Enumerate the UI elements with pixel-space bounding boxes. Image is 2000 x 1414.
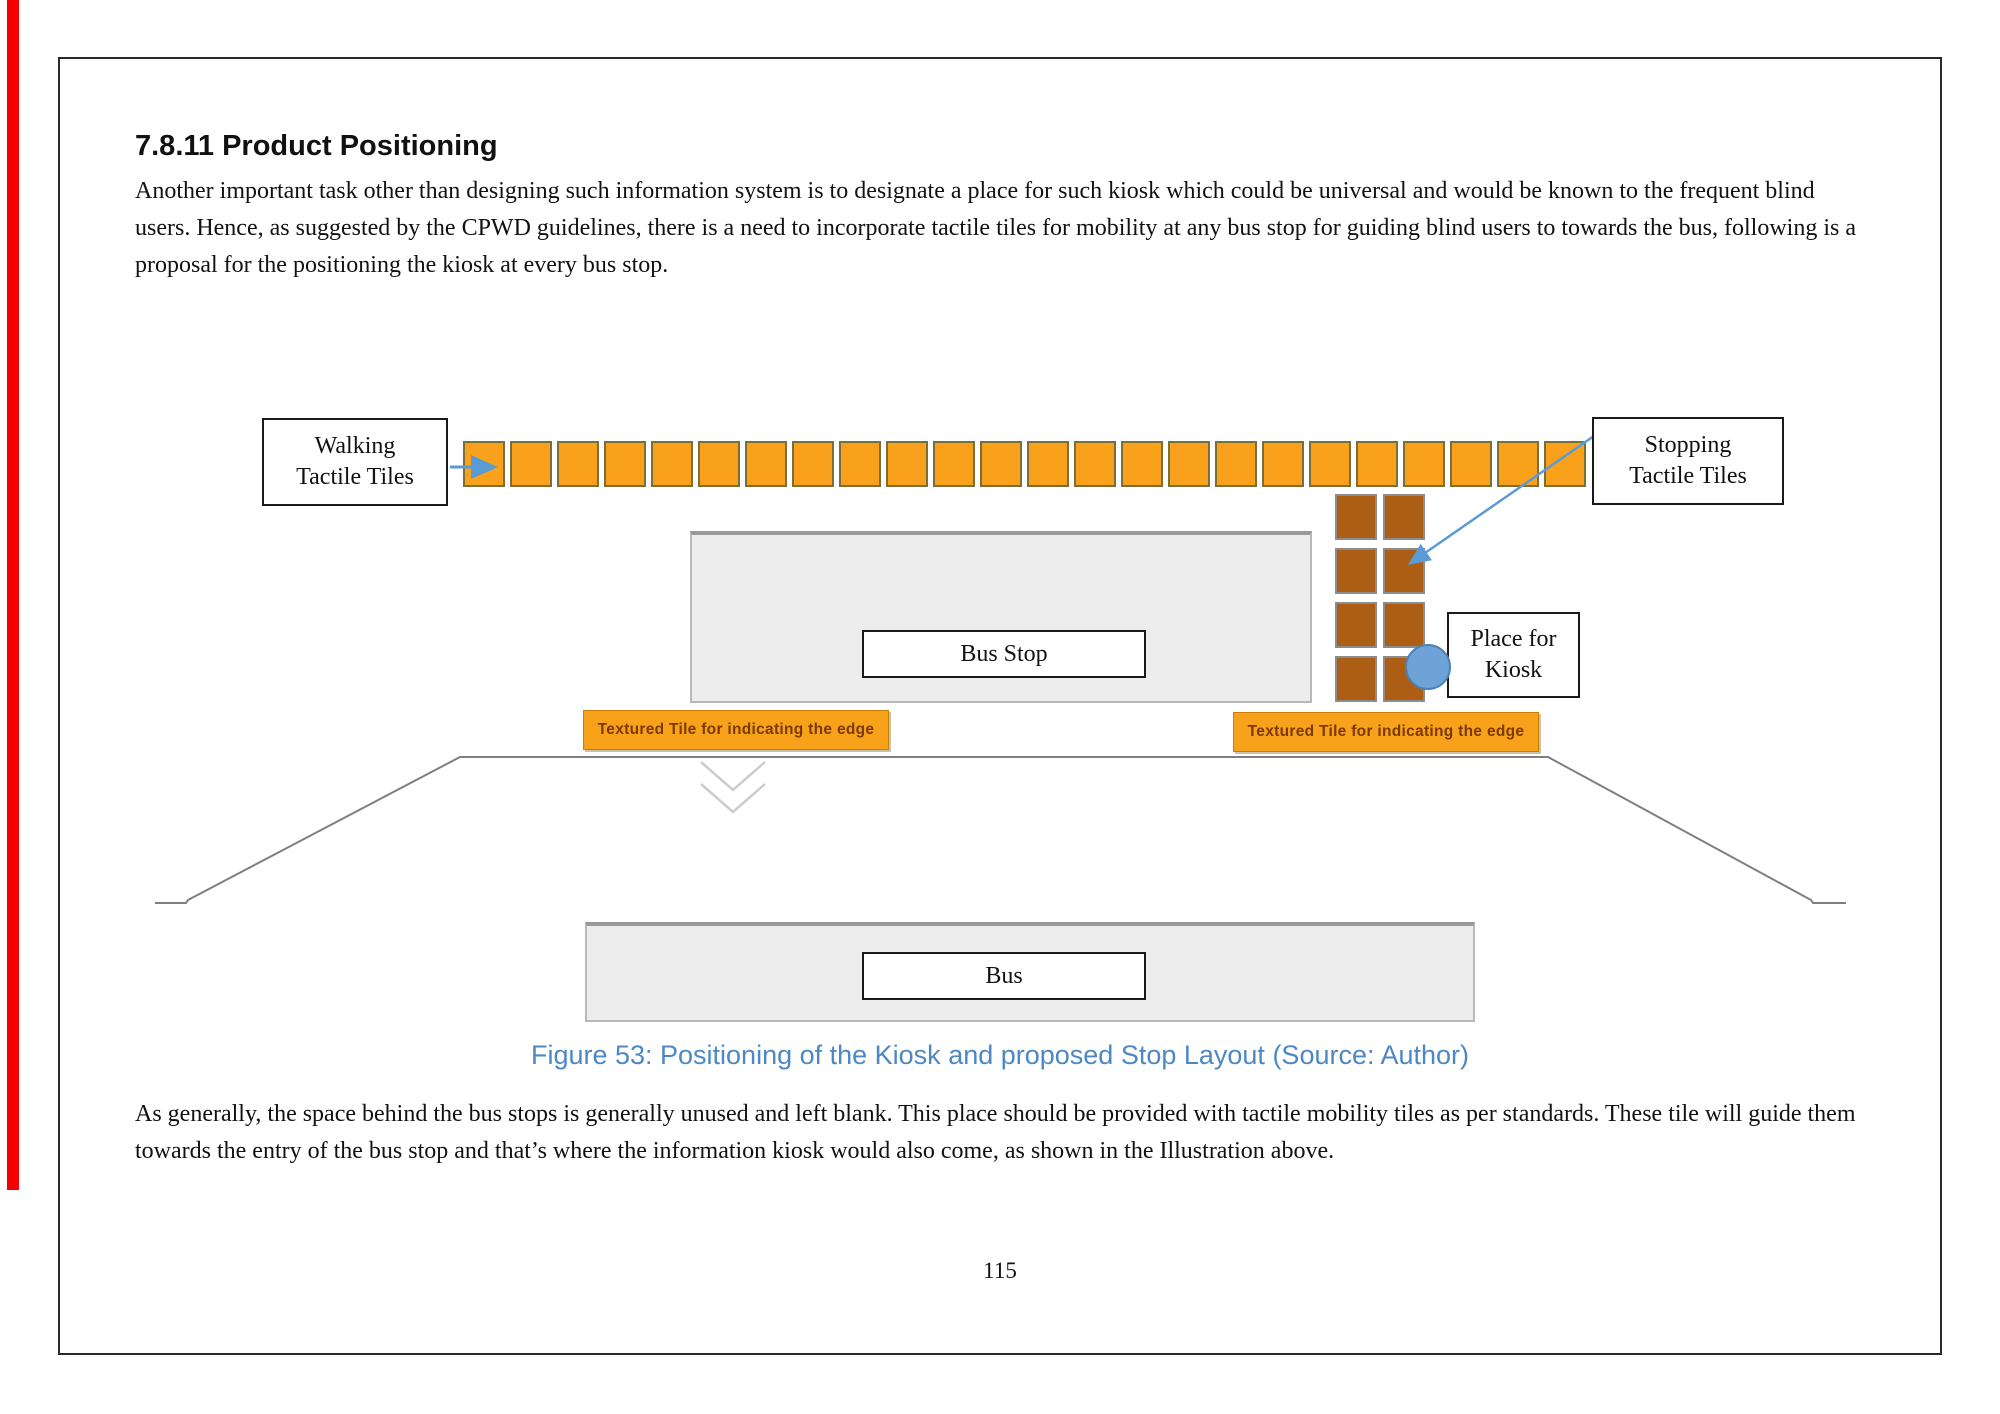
walking-tactile-tile xyxy=(1497,441,1539,487)
walking-tactile-tile xyxy=(557,441,599,487)
walking-tactile-tile xyxy=(1544,441,1586,487)
walking-tactile-tile xyxy=(1074,441,1116,487)
stopping-tactile-tile xyxy=(1335,602,1377,648)
place-for-kiosk-label xyxy=(1447,612,1580,698)
stopping-tactile-tile xyxy=(1383,494,1425,540)
stopping-tactile-tiles-label xyxy=(1592,417,1784,505)
walking-tactile-tile xyxy=(1309,441,1351,487)
bus-stop-label-text: Bus Stop xyxy=(960,640,1048,667)
stopping-tactile-tile xyxy=(1383,602,1425,648)
stopping-label-line2: Tactile Tiles xyxy=(1629,463,1747,489)
walking-tactile-tile xyxy=(980,441,1022,487)
stopping-tactile-tile xyxy=(1383,548,1425,594)
textured-tile-label-right-text: Textured Tile for indicating the edge xyxy=(1247,723,1525,740)
walking-tactile-tile xyxy=(886,441,928,487)
paragraph-2: As generally, the space behind the bus stops is generally unused and left blank. This place should be provided with tactile mobility tiles as per standards. These tile will guide them towards the entry of the bus stop and that’s where the information kiosk would also come, as shown in the Illustration above. xyxy=(135,1101,1856,1164)
walking-tactile-tile xyxy=(1027,441,1069,487)
walking-tactile-tile xyxy=(792,441,834,487)
walking-tactile-tile xyxy=(1356,441,1398,487)
section-heading: 7.8.11 Product Positioning xyxy=(135,130,498,162)
page-number: 115 xyxy=(983,1258,1017,1283)
walking-tactile-tiles-label xyxy=(262,418,448,506)
walking-label-line1: Walking xyxy=(314,433,396,459)
walking-tactile-tile xyxy=(1121,441,1163,487)
walking-tactile-tile xyxy=(933,441,975,487)
walking-tactile-tile xyxy=(1450,441,1492,487)
bus-label xyxy=(862,952,1146,1000)
stopping-tactile-tile xyxy=(1335,656,1377,702)
bus-label-text: Bus xyxy=(985,962,1023,989)
stopping-label-line1: Stopping xyxy=(1644,432,1732,458)
walking-tactile-tile xyxy=(510,441,552,487)
walking-tactile-tile xyxy=(745,441,787,487)
textured-tile-label-left xyxy=(583,710,889,750)
kiosk-label-line1: Place for xyxy=(1470,626,1557,652)
walking-tactile-tile xyxy=(1403,441,1445,487)
walking-tactile-tile xyxy=(1215,441,1257,487)
walking-tile-row xyxy=(463,441,1586,487)
textured-tile-label-left-text: Textured Tile for indicating the edge xyxy=(597,721,875,738)
stopping-tactile-tile xyxy=(1335,494,1377,540)
textured-tile-label-right xyxy=(1233,712,1539,752)
red-margin-line xyxy=(7,0,19,1190)
kiosk-label-line2: Kiosk xyxy=(1484,657,1543,683)
paragraph-1: Another important task other than designing such information system is to designate a place for such kiosk which could be universal and would be known to the frequent blind users. Hence, as suggested by the CPWD guidelines, there is a need to incorporate tactile tiles for mobility at any bus stop for guiding blind users to towards the bus, following is a proposal for the positioning the kiosk at every bus stop. xyxy=(135,178,1856,278)
stopping-tactile-tile xyxy=(1335,548,1377,594)
paragraph-2-area xyxy=(135,1096,1872,1170)
kiosk-position-circle xyxy=(1405,644,1451,690)
walking-tactile-tile xyxy=(1168,441,1210,487)
walking-tactile-tile xyxy=(839,441,881,487)
walking-tactile-tile xyxy=(698,441,740,487)
walking-label-line2: Tactile Tiles xyxy=(296,464,414,490)
walking-tactile-tile xyxy=(463,441,505,487)
bus-stop-label xyxy=(862,630,1146,678)
walking-tactile-tile xyxy=(1262,441,1304,487)
figure-caption: Figure 53: Positioning of the Kiosk and proposed Stop Layout (Source: Author) xyxy=(530,1040,1470,1070)
walking-tactile-tile xyxy=(604,441,646,487)
walking-tactile-tile xyxy=(651,441,693,487)
content-area xyxy=(135,130,1872,284)
